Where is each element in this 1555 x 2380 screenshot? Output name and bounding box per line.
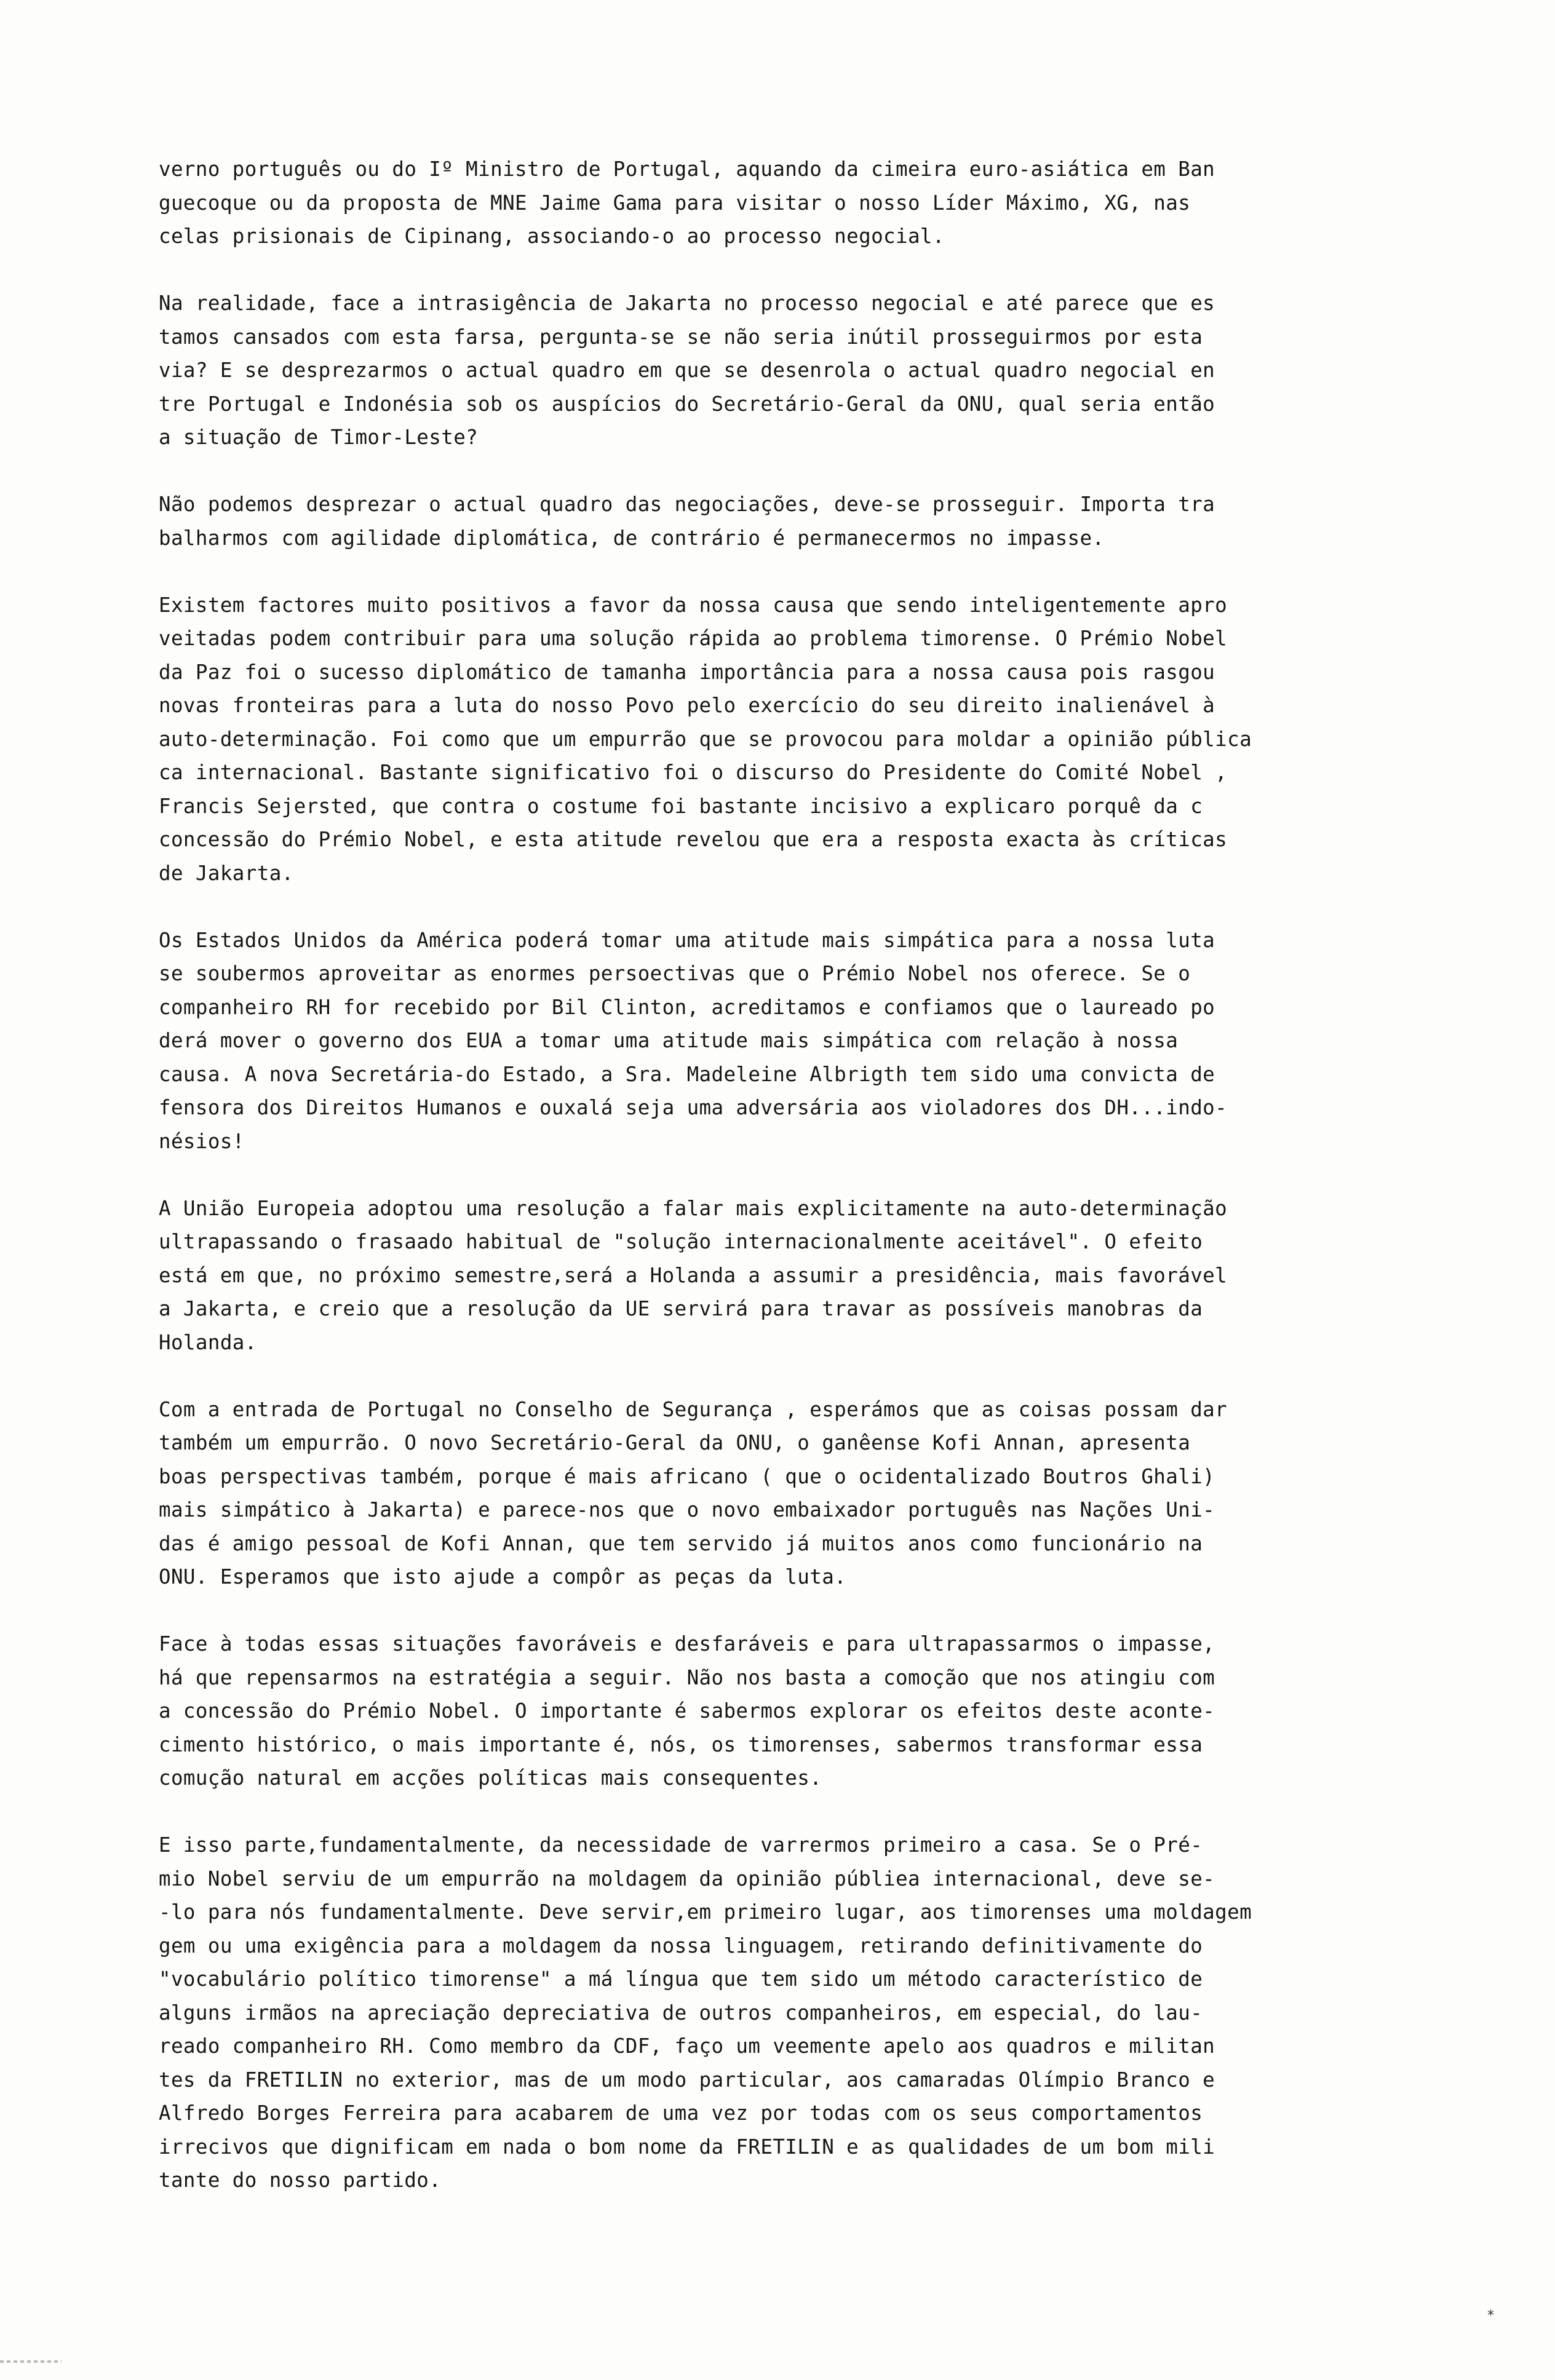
text-line: de Jakarta. bbox=[159, 861, 294, 885]
paragraph bbox=[159, 924, 1512, 1159]
text-line: há que repensarmos na estratégia a seguir. Não nos basta a comoção que nos atingiu com bbox=[159, 1665, 1215, 1689]
text-line: E isso parte,fundamentalmente, da necessidade de varrermos primeiro a casa. Se o Pré- bbox=[159, 1833, 1203, 1857]
text-line: auto-determinação. Foi como que um empurrão que se provocou para moldar a opinião pública bbox=[159, 727, 1252, 751]
text-line: tamos cansados com esta farsa, pergunta-se se não seria inútil prosseguirmos por esta bbox=[159, 325, 1203, 349]
document-body bbox=[159, 153, 1512, 2231]
text-line: Holanda. bbox=[159, 1330, 257, 1354]
text-line: boas perspectivas também, porque é mais africano ( que o ocidentalizado Boutros Ghali) bbox=[159, 1464, 1215, 1488]
text-line: novas fronteiras para a luta do nosso Povo pelo exercício do seu direito inalienável à bbox=[159, 694, 1215, 717]
text-line: tes da FRETILIN no exterior, mas de um modo particular, aos camaradas Olímpio Branco e bbox=[159, 2068, 1215, 2092]
text-line: se soubermos aproveitar as enormes persoectivas que o Prémio Nobel nos oferece. Se o bbox=[159, 962, 1191, 985]
text-line: mais simpático à Jakarta) e parece-nos que o novo embaixador português nas Nações Uni- bbox=[159, 1498, 1215, 1521]
text-line: Existem factores muito positivos a favor da nossa causa que sendo inteligentemente apro bbox=[159, 593, 1228, 617]
paragraph bbox=[159, 1828, 1512, 2197]
paragraph bbox=[159, 589, 1512, 891]
text-line: mio Nobel serviu de um empurrão na moldagem da opinião públiea internacional, deve se- bbox=[159, 1866, 1215, 1890]
text-line: ultrapassando o frasaado habitual de "solução internacionalmente aceitável". O efeito bbox=[159, 1230, 1203, 1253]
text-line: Alfredo Borges Ferreira para acabarem de uma vez por todas com os seus comportamentos bbox=[159, 2101, 1203, 2125]
text-line: da Paz foi o sucesso diplomático de tamanha importância para a nossa causa pois rasgou bbox=[159, 660, 1215, 684]
text-line: está em que, no próximo semestre,será a Holanda a assumir a presidência, mais favorável bbox=[159, 1263, 1228, 1287]
text-line: comução natural em acções políticas mais consequentes. bbox=[159, 1766, 822, 1790]
text-line: a concessão do Prémio Nobel. O importante é sabermos explorar os efeitos deste aconte- bbox=[159, 1699, 1215, 1723]
text-line: Não podemos desprezar o actual quadro das negociações, deve-se prosseguir. Importa tra bbox=[159, 493, 1215, 516]
paragraph bbox=[159, 153, 1512, 253]
text-line: via? E se desprezarmos o actual quadro em que se desenrola o actual quadro negocial en bbox=[159, 359, 1215, 382]
text-line: Com a entrada de Portugal no Conselho de Segurança , esperámos que as coisas possam dar bbox=[159, 1397, 1228, 1421]
text-line: nésios! bbox=[159, 1129, 245, 1153]
text-line: veitadas podem contribuir para uma solução rápida ao problema timorense. O Prémio Nobel bbox=[159, 627, 1228, 650]
text-line: causa. A nova Secretária-do Estado, a Sra. Madeleine Albrigth tem sido uma convicta de bbox=[159, 1062, 1215, 1086]
text-line: Francis Sejersted, que contra o costume foi bastante incisivo a explicaro porquê da c bbox=[159, 794, 1203, 818]
text-line: Os Estados Unidos da América poderá tomar uma atitude mais simpática para a nossa luta bbox=[159, 928, 1215, 952]
text-line: alguns irmãos na apreciação depreciativa de outros companheiros, em especial, do lau- bbox=[159, 2001, 1203, 2025]
text-line: concessão do Prémio Nobel, e esta atitude revelou que era a resposta exacta às críticas bbox=[159, 828, 1228, 851]
text-line: A União Europeia adoptou uma resolução a falar mais explicitamente na auto-determinação bbox=[159, 1196, 1228, 1220]
text-line: "vocabulário político timorense" a má língua que tem sido um método característico de bbox=[159, 1967, 1203, 1991]
paragraph bbox=[159, 287, 1512, 454]
text-line: Face à todas essas situações favoráveis e desfaráveis e para ultrapassarmos o impasse, bbox=[159, 1632, 1215, 1656]
text-line: verno português ou do Iº Ministro de Portugal, aquando da cimeira euro-asiática em Ban bbox=[159, 157, 1215, 181]
text-line: balharmos com agilidade diplomática, de contrário é permanecermos no impasse. bbox=[159, 526, 1105, 550]
text-line: derá mover o governo dos EUA a tomar uma atitude mais simpática com relação à nossa bbox=[159, 1029, 1179, 1052]
text-line: celas prisionais de Cipinang, associando-o ao processo negocial. bbox=[159, 224, 945, 248]
text-line: das é amigo pessoal de Kofi Annan, que tem servido já muitos anos como funcionário na bbox=[159, 1531, 1203, 1555]
text-line: guecoque ou da proposta de MNE Jaime Gama para visitar o nosso Líder Máximo, XG, nas bbox=[159, 191, 1191, 215]
text-line: tante do nosso partido. bbox=[159, 2168, 442, 2192]
text-line: fensora dos Direitos Humanos e ouxalá seja uma adversária aos violadores dos DH...indo- bbox=[159, 1096, 1228, 1119]
text-line: gem ou uma exigência para a moldagem da nossa linguagem, retirando definitivamente do bbox=[159, 1934, 1203, 1958]
paragraph bbox=[159, 1627, 1512, 1795]
text-line: irrecivos que dignificam em nada o bom nome da FRETILIN e as qualidades de um bom mili bbox=[159, 2135, 1215, 2159]
paragraph bbox=[159, 1393, 1512, 1594]
text-line: Na realidade, face a intrasigência de Jakarta no processo negocial e até parece que es bbox=[159, 292, 1215, 315]
text-line: reado companheiro RH. Como membro da CDF, faço um veemente apelo aos quadros e militan bbox=[159, 2034, 1215, 2058]
text-line: tre Portugal e Indonésia sob os auspícios do Secretário-Geral da ONU, qual seria então bbox=[159, 392, 1215, 416]
text-line: ONU. Esperamos que isto ajude a compôr as peças da luta. bbox=[159, 1565, 847, 1589]
paragraph bbox=[159, 1192, 1512, 1360]
paragraph bbox=[159, 488, 1512, 555]
text-line: a situação de Timor-Leste? bbox=[159, 426, 479, 449]
margin-mark: * bbox=[1487, 2308, 1494, 2323]
text-line: cimento histórico, o mais importante é, nós, os timorenses, sabermos transformar essa bbox=[159, 1732, 1203, 1756]
text-line: -lo para nós fundamentalmente. Deve servir,em primeiro lugar, aos timorenses uma moldagem bbox=[159, 1900, 1252, 1924]
text-line: também um empurrão. O novo Secretário-Geral da ONU, o ganêense Kofi Annan, apresenta bbox=[159, 1431, 1191, 1454]
text-line: ca internacional. Bastante significativo foi o discurso do Presidente do Comité Nobel , bbox=[159, 761, 1228, 784]
text-line: companheiro RH for recebido por Bil Clinton, acreditamos e confiamos que o laureado po bbox=[159, 995, 1215, 1019]
text-line: a Jakarta, e creio que a resolução da UE servirá para travar as possíveis manobras da bbox=[159, 1297, 1203, 1320]
scan-smudge bbox=[0, 2360, 62, 2363]
